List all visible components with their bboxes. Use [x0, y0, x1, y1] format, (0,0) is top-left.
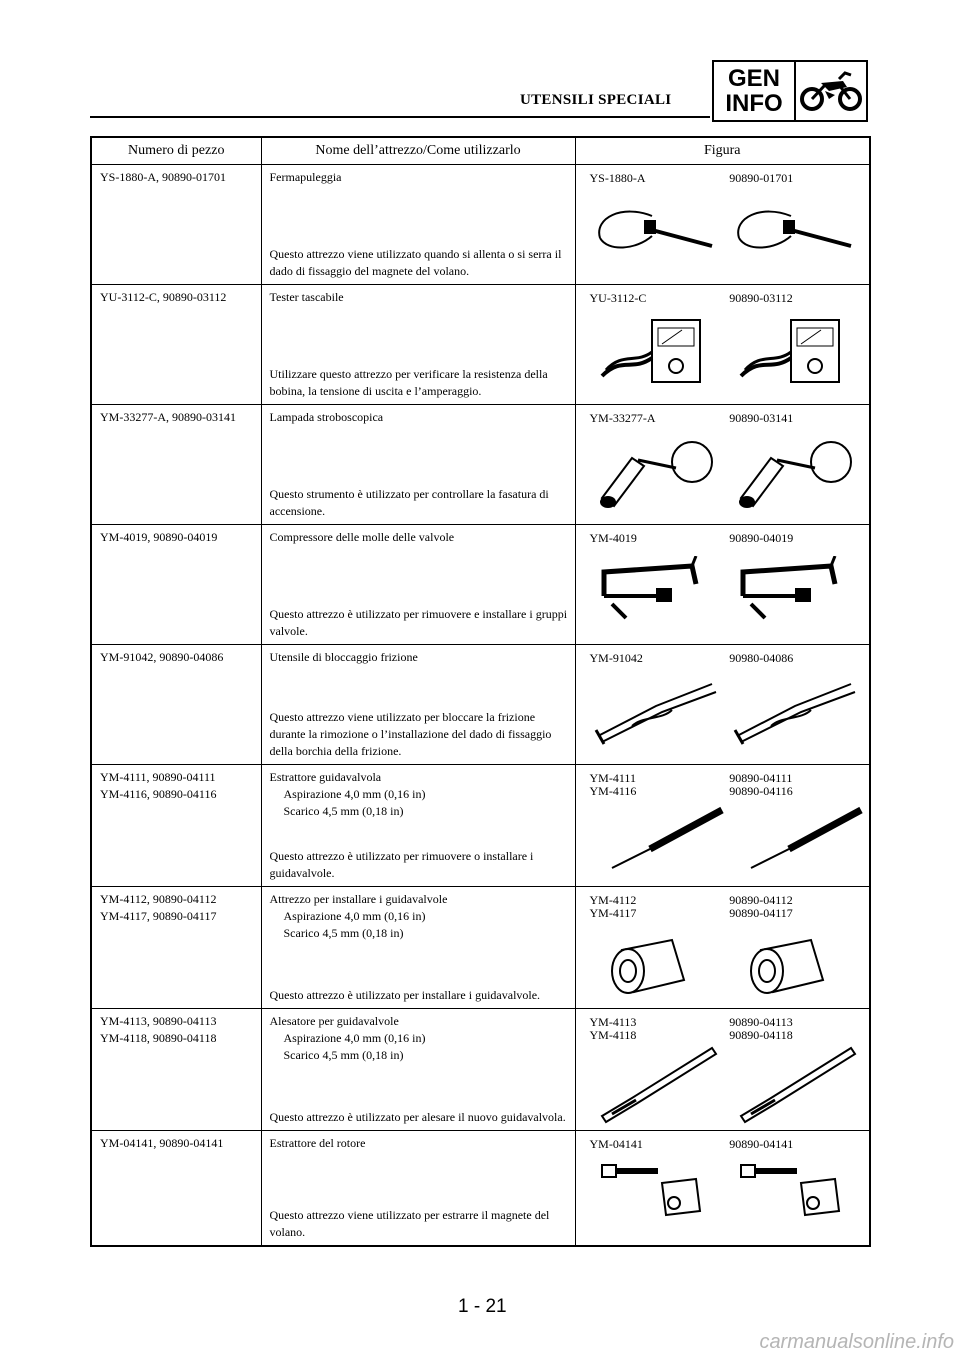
figure-cell	[575, 645, 870, 765]
tool-name: Alesatore per guidavalvole	[269, 1014, 399, 1028]
valve-guide-installer-icon	[592, 920, 724, 1004]
figure	[723, 169, 863, 284]
figure-label: 90890-04111 90890-04116	[729, 771, 793, 798]
figure	[584, 1135, 724, 1245]
part-number: YM-4113, 90890-04113	[100, 1014, 217, 1028]
tool-usage: Utilizzare questo attrezzo per verificare la resistenza della bobina, la tensione di uscita e l’amperaggio.	[269, 367, 548, 398]
tool-spec: Aspirazione 4,0 mm (0,16 in)	[283, 909, 426, 923]
tool-name-cell	[261, 285, 575, 405]
column-header: Figura	[575, 137, 870, 165]
tool-name-cell	[261, 1009, 575, 1131]
figure-cell	[575, 1131, 870, 1247]
table-row	[91, 405, 870, 525]
figure	[584, 649, 724, 764]
figure	[584, 529, 724, 644]
gen-info-badge	[712, 60, 868, 122]
rotor-puller-icon	[731, 1157, 863, 1241]
special-tools-table	[90, 136, 871, 1247]
valve-spring-compressor-icon	[592, 556, 724, 640]
figure-cell	[575, 285, 870, 405]
figure-label: 90890-03141	[729, 411, 794, 425]
tool-name-cell	[261, 405, 575, 525]
part-number-cell	[91, 525, 261, 645]
part-number: YS-1880-A, 90890-01701	[100, 170, 226, 184]
pocket-tester-icon	[592, 316, 724, 400]
figure-label: 90890-04112 90890-04117	[729, 893, 793, 920]
tool-usage: Questo attrezzo viene utilizzato quando si allenta o si serra il dado di fissaggio del magnete del volano.	[269, 247, 562, 278]
figure-cell	[575, 525, 870, 645]
page-number: 1 - 21	[458, 1296, 507, 1317]
table-row	[91, 1009, 870, 1131]
part-number: YM-4112, 90890-04112	[100, 892, 217, 906]
tool-name-cell	[261, 165, 575, 285]
sheave-holder-icon	[731, 196, 863, 280]
tool-spec: Aspirazione 4,0 mm (0,16 in)	[283, 787, 426, 801]
table-row	[91, 525, 870, 645]
part-number-cell	[91, 405, 261, 525]
watermark: carmanualsonline.info	[759, 1331, 954, 1353]
part-number-cell	[91, 1009, 261, 1131]
table-row	[91, 765, 870, 887]
tool-name-cell	[261, 645, 575, 765]
figure-label: 90890-01701	[729, 171, 794, 185]
part-number: YM-4019, 90890-04019	[100, 530, 218, 544]
figure-label: YS-1880-A	[589, 171, 646, 185]
figure	[723, 891, 863, 1008]
valve-guide-remover-icon	[592, 798, 724, 882]
header-rule	[90, 116, 710, 118]
figure	[723, 529, 863, 644]
figure	[723, 1013, 863, 1130]
figure	[723, 649, 863, 764]
column-header: Numero di pezzo	[91, 137, 261, 165]
figure-label: 90980-04086	[729, 651, 794, 665]
column-header: Nome dell’attrezzo/Come utilizzarlo	[261, 137, 575, 165]
figure-label: 90890-03112	[729, 291, 793, 305]
figure	[723, 1135, 863, 1245]
figure	[723, 409, 863, 524]
figure-cell	[575, 165, 870, 285]
figure-label: YM-4019	[589, 531, 637, 545]
figure	[584, 1013, 724, 1130]
figure-label: YM-4112 YM-4117	[589, 893, 637, 920]
tool-usage: Questo attrezzo è utilizzato per rimuovere e installare i gruppi valvole.	[269, 607, 568, 638]
table-header-row	[91, 137, 870, 165]
table-row	[91, 165, 870, 285]
tool-spec: Scarico 4,5 mm (0,18 in)	[283, 926, 404, 940]
motorcycle-icon	[799, 69, 863, 113]
figure-label: YM-04141	[589, 1137, 643, 1151]
badge-line-2: INFO	[725, 90, 783, 117]
tool-name: Utensile di bloccaggio frizione	[269, 650, 418, 664]
valve-guide-installer-icon	[731, 920, 863, 1004]
tool-name-cell	[261, 1131, 575, 1247]
part-number-cell	[91, 765, 261, 887]
valve-guide-reamer-icon	[731, 1042, 863, 1126]
figure-label: 90890-04141	[729, 1137, 794, 1151]
tool-usage: Questo attrezzo è utilizzato per installare i guidavalvole.	[269, 988, 541, 1002]
clutch-holding-tool-icon	[731, 676, 863, 760]
tool-usage: Questo attrezzo viene utilizzato per bloccare la frizione durante la rimozione o l’installazione del dado di fissaggio della borchia della frizione.	[269, 710, 552, 758]
section-title: UTENSILI SPECIALI	[520, 92, 672, 108]
tool-usage: Questo attrezzo viene utilizzato per estrarre il magnete del volano.	[269, 1208, 550, 1239]
figure-cell	[575, 405, 870, 525]
tool-name-cell	[261, 525, 575, 645]
table-row	[91, 285, 870, 405]
figure-label: YM-4113 YM-4118	[589, 1015, 637, 1042]
tool-name: Fermapuleggia	[269, 170, 342, 184]
valve-guide-remover-icon	[731, 798, 863, 882]
table-row	[91, 887, 870, 1009]
rotor-puller-icon	[592, 1157, 724, 1241]
timing-light-icon	[592, 436, 724, 520]
tool-name: Attrezzo per installare i guidavalvole	[269, 892, 448, 906]
figure-cell	[575, 1009, 870, 1131]
figure-label: 90890-04019	[729, 531, 794, 545]
badge-line-1: GEN	[727, 65, 780, 92]
clutch-holding-tool-icon	[592, 676, 724, 760]
figure-label: 90890-04113 90890-04118	[729, 1015, 793, 1042]
figure-label: YM-4111 YM-4116	[589, 771, 637, 798]
part-number: YM-04141, 90890-04141	[100, 1136, 224, 1150]
tool-usage: Questo attrezzo è utilizzato per alesare il nuovo guidavalvola.	[269, 1110, 566, 1124]
table-row	[91, 645, 870, 765]
part-number-cell	[91, 887, 261, 1009]
tool-name: Compressore delle molle delle valvole	[269, 530, 455, 544]
pocket-tester-icon	[731, 316, 863, 400]
figure	[584, 169, 724, 284]
figure	[723, 289, 863, 404]
badge-text	[714, 62, 796, 120]
tool-name-cell	[261, 887, 575, 1009]
part-number: YM-4118, 90890-04118	[100, 1031, 217, 1045]
part-number: YM-4111, 90890-04111	[100, 770, 216, 784]
table-row	[91, 1131, 870, 1247]
valve-spring-compressor-icon	[731, 556, 863, 640]
part-number-cell	[91, 285, 261, 405]
figure-label: YM-91042	[589, 651, 643, 665]
tool-spec: Scarico 4,5 mm (0,18 in)	[283, 1048, 404, 1062]
tool-usage: Questo attrezzo è utilizzato per rimuovere o installare i guidavalvole.	[269, 849, 534, 880]
valve-guide-reamer-icon	[592, 1042, 724, 1126]
part-number-cell	[91, 165, 261, 285]
figure	[723, 769, 863, 886]
tool-name: Estrattore guidavalvola	[269, 770, 382, 784]
timing-light-icon	[731, 436, 863, 520]
part-number-cell	[91, 645, 261, 765]
part-number: YU-3112-C, 90890-03112	[100, 290, 227, 304]
tool-spec: Aspirazione 4,0 mm (0,16 in)	[283, 1031, 426, 1045]
part-number: YM-4117, 90890-04117	[100, 909, 217, 923]
tool-usage: Questo strumento è utilizzato per controllare la fasatura di accensione.	[269, 487, 549, 518]
tool-name-cell	[261, 765, 575, 887]
tool-name: Estrattore del rotore	[269, 1136, 366, 1150]
figure-cell	[575, 887, 870, 1009]
figure	[584, 289, 724, 404]
part-number: YM-33277-A, 90890-03141	[100, 410, 236, 424]
tool-spec: Scarico 4,5 mm (0,18 in)	[283, 804, 404, 818]
tool-name: Lampada stroboscopica	[269, 410, 384, 424]
figure-cell	[575, 765, 870, 887]
tool-name: Tester tascabile	[269, 290, 344, 304]
figure-label: YM-33277-A	[589, 411, 656, 425]
sheave-holder-icon	[592, 196, 724, 280]
figure	[584, 409, 724, 524]
figure-label: YU-3112-C	[589, 291, 647, 305]
figure	[584, 769, 724, 886]
part-number: YM-91042, 90890-04086	[100, 650, 224, 664]
figure	[584, 891, 724, 1008]
part-number-cell	[91, 1131, 261, 1247]
part-number: YM-4116, 90890-04116	[100, 787, 217, 801]
